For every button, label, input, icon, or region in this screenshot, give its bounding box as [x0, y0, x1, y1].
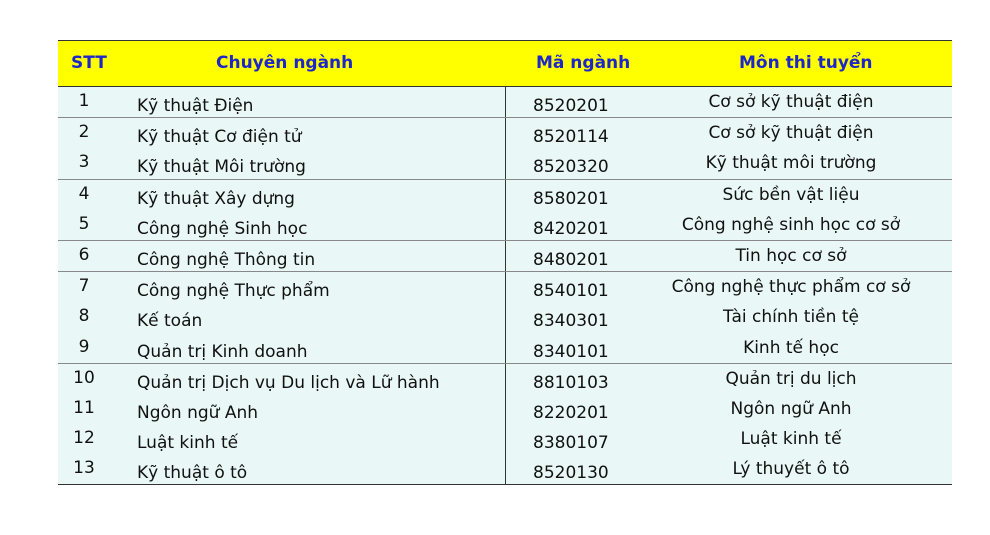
table-row: [58, 394, 952, 424]
cell-major: Quản trị Dịch vụ Du lịch và Lữ hành: [137, 372, 440, 393]
cell-stt: 12: [73, 428, 95, 449]
cell-stt: 8: [78, 306, 90, 327]
row-group: [58, 117, 952, 178]
cell-exam: Luật kinh tế: [740, 429, 842, 450]
cell-exam: Tin học cơ sở: [735, 245, 847, 266]
cell-stt: 2: [78, 122, 90, 143]
cell-code: 8520114: [533, 127, 609, 148]
table-row: [58, 424, 952, 454]
cell-major: Công nghệ Thông tin: [137, 249, 316, 270]
table-row: [58, 302, 952, 332]
table-row: [58, 87, 952, 117]
table-row: [58, 210, 952, 240]
table-row: [58, 454, 952, 484]
cell-exam: Kỹ thuật môi trường: [705, 153, 877, 174]
cell-code: 8380107: [533, 433, 609, 454]
cell-stt: 5: [78, 213, 90, 234]
cell-exam: Cơ sở kỹ thuật điện: [708, 123, 874, 144]
row-group: [58, 240, 952, 271]
admissions-table: [58, 40, 952, 485]
cell-stt: 4: [78, 183, 90, 204]
cell-stt: 3: [78, 152, 90, 173]
cell-code: 8480201: [533, 249, 609, 270]
header-exam: Môn thi tuyển: [739, 53, 873, 73]
cell-major: Luật kinh tế: [137, 433, 239, 454]
cell-exam: Lý thuyết ô tô: [732, 459, 850, 480]
cell-exam: Ngôn ngữ Anh: [730, 398, 852, 419]
cell-major: Quản trị Kinh doanh: [137, 341, 308, 362]
cell-code: 8520130: [533, 463, 609, 484]
cell-code: 8810103: [533, 372, 609, 393]
cell-major: Kỹ thuật ô tô: [137, 463, 248, 484]
cell-stt: 13: [73, 458, 95, 479]
cell-major: Kỹ thuật Điện: [137, 96, 254, 116]
table-header: [58, 41, 952, 87]
header-stt: STT: [71, 53, 107, 73]
cell-code: 8340301: [533, 311, 609, 332]
cell-major: Kỹ thuật Xây dựng: [137, 188, 295, 209]
cell-stt: 1: [78, 91, 90, 111]
cell-exam: Công nghệ sinh học cơ sở: [681, 214, 901, 235]
cell-exam: Tài chính tiền tệ: [723, 307, 859, 328]
table-row: [58, 148, 952, 178]
row-group: [58, 271, 952, 363]
cell-exam: Kinh tế học: [743, 337, 839, 358]
cell-exam: Sức bền vật liệu: [722, 184, 860, 205]
cell-code: 8580201: [533, 188, 609, 209]
cell-code: 8340101: [533, 341, 609, 362]
cell-stt: 9: [78, 336, 90, 357]
table-body: [58, 87, 952, 484]
row-group: [58, 363, 952, 485]
cell-major: Kỹ thuật Cơ điện tử: [137, 127, 302, 148]
table-row: [58, 241, 952, 271]
table-row: [58, 118, 952, 148]
cell-stt: 7: [78, 276, 90, 297]
cell-code: 8220201: [533, 402, 609, 423]
cell-stt: 6: [78, 244, 90, 265]
row-group: [58, 179, 952, 240]
table-row: [58, 272, 952, 302]
cell-code: 8520201: [533, 96, 609, 116]
cell-stt: 10: [73, 367, 95, 388]
cell-major: Công nghệ Thực phẩm: [137, 281, 330, 302]
cell-major: Kỹ thuật Môi trường: [137, 157, 306, 178]
cell-major: Công nghệ Sinh học: [137, 218, 308, 239]
cell-code: 8520320: [533, 157, 609, 178]
row-group: [58, 87, 952, 117]
cell-exam: Công nghệ thực phẩm cơ sở: [671, 277, 911, 298]
table-row: [58, 364, 952, 394]
cell-code: 8420201: [533, 218, 609, 239]
header-code: Mã ngành: [536, 53, 631, 73]
table-row: [58, 180, 952, 210]
table-row: [58, 333, 952, 363]
cell-major: Ngôn ngữ Anh: [137, 402, 259, 423]
cell-stt: 11: [73, 397, 95, 418]
cell-major: Kế toán: [137, 311, 203, 332]
cell-exam: Quản trị du lịch: [725, 368, 857, 389]
cell-exam: Cơ sở kỹ thuật điện: [708, 92, 874, 112]
cell-code: 8540101: [533, 281, 609, 302]
header-major: Chuyên ngành: [216, 53, 354, 73]
